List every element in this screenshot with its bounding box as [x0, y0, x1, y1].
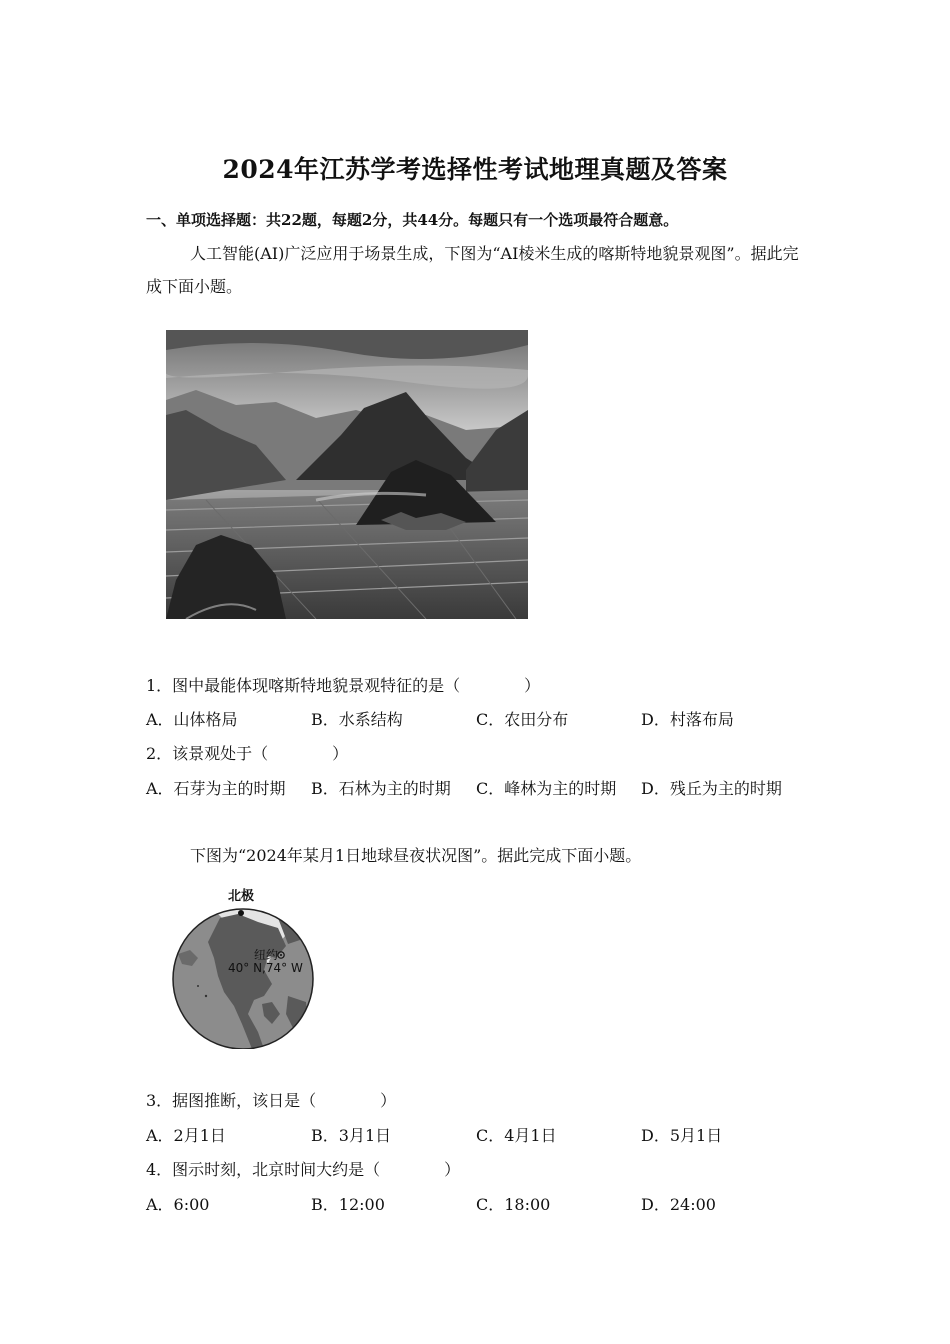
new-york-coordinates: 40° N,74° W	[228, 961, 303, 975]
q2-option-d[interactable]: D．残丘为主的时期	[641, 779, 782, 798]
q4-option-a[interactable]: A．6:00	[146, 1195, 210, 1214]
page-title: 2024年江苏学考选择性考试地理真题及答案	[222, 155, 728, 184]
q4-option-d[interactable]: D．24:00	[641, 1195, 716, 1214]
q1-option-c[interactable]: C．农田分布	[476, 710, 569, 729]
q3-option-c[interactable]: C．4月1日	[476, 1126, 557, 1145]
question-2-options	[146, 776, 846, 798]
q2-option-a[interactable]: A．石芽为主的时期	[146, 779, 286, 798]
question-4-stem: 4．图示时刻，北京时间大约是（ ）	[146, 1160, 461, 1179]
section-heading: 一、单项选择题：共22题，每题2分，共44分。每题只有一个选项最符合题意。	[146, 211, 679, 229]
q4-option-c[interactable]: C．18:00	[476, 1195, 551, 1214]
question-3-stem: 3．据图推断，该日是（ ）	[146, 1091, 397, 1110]
q2-option-c[interactable]: C．峰林为主的时期	[476, 779, 617, 798]
north-pole-label: 北极	[228, 889, 255, 904]
new-york-label: 纽约	[254, 948, 279, 962]
karst-landscape-image	[166, 330, 528, 619]
q1-option-a[interactable]: A．山体格局	[146, 710, 238, 729]
question-1-stem: 1．图中最能体现喀斯特地貌景观特征的是（ ）	[146, 676, 541, 695]
north-pole-dot	[238, 910, 244, 916]
q4-option-b[interactable]: B．12:00	[311, 1195, 385, 1214]
intro-paragraph-1: 人工智能(AI)广泛应用于场景生成，下图为“AI棱米生成的喀斯特地貌景观图”。据此完成下面小题。	[146, 244, 799, 296]
question-3-options	[146, 1123, 846, 1145]
q3-option-b[interactable]: B．3月1日	[311, 1126, 392, 1145]
q3-option-a[interactable]: A．2月1日	[146, 1126, 226, 1145]
question-4-options	[146, 1192, 846, 1214]
earth-day-night-figure	[168, 884, 318, 1049]
q3-option-d[interactable]: D．5月1日	[641, 1126, 723, 1145]
intro-paragraph-2: 下图为“2024年某月1日地球昼夜状况图”。据此完成下面小题。	[190, 846, 642, 865]
q2-option-b[interactable]: B．石林为主的时期	[311, 779, 451, 798]
q1-option-b[interactable]: B．水系结构	[311, 710, 403, 729]
question-2-stem: 2．该景观处于（ ）	[146, 744, 349, 763]
question-1-options	[146, 707, 846, 729]
q1-option-d[interactable]: D．村落布局	[641, 710, 734, 729]
